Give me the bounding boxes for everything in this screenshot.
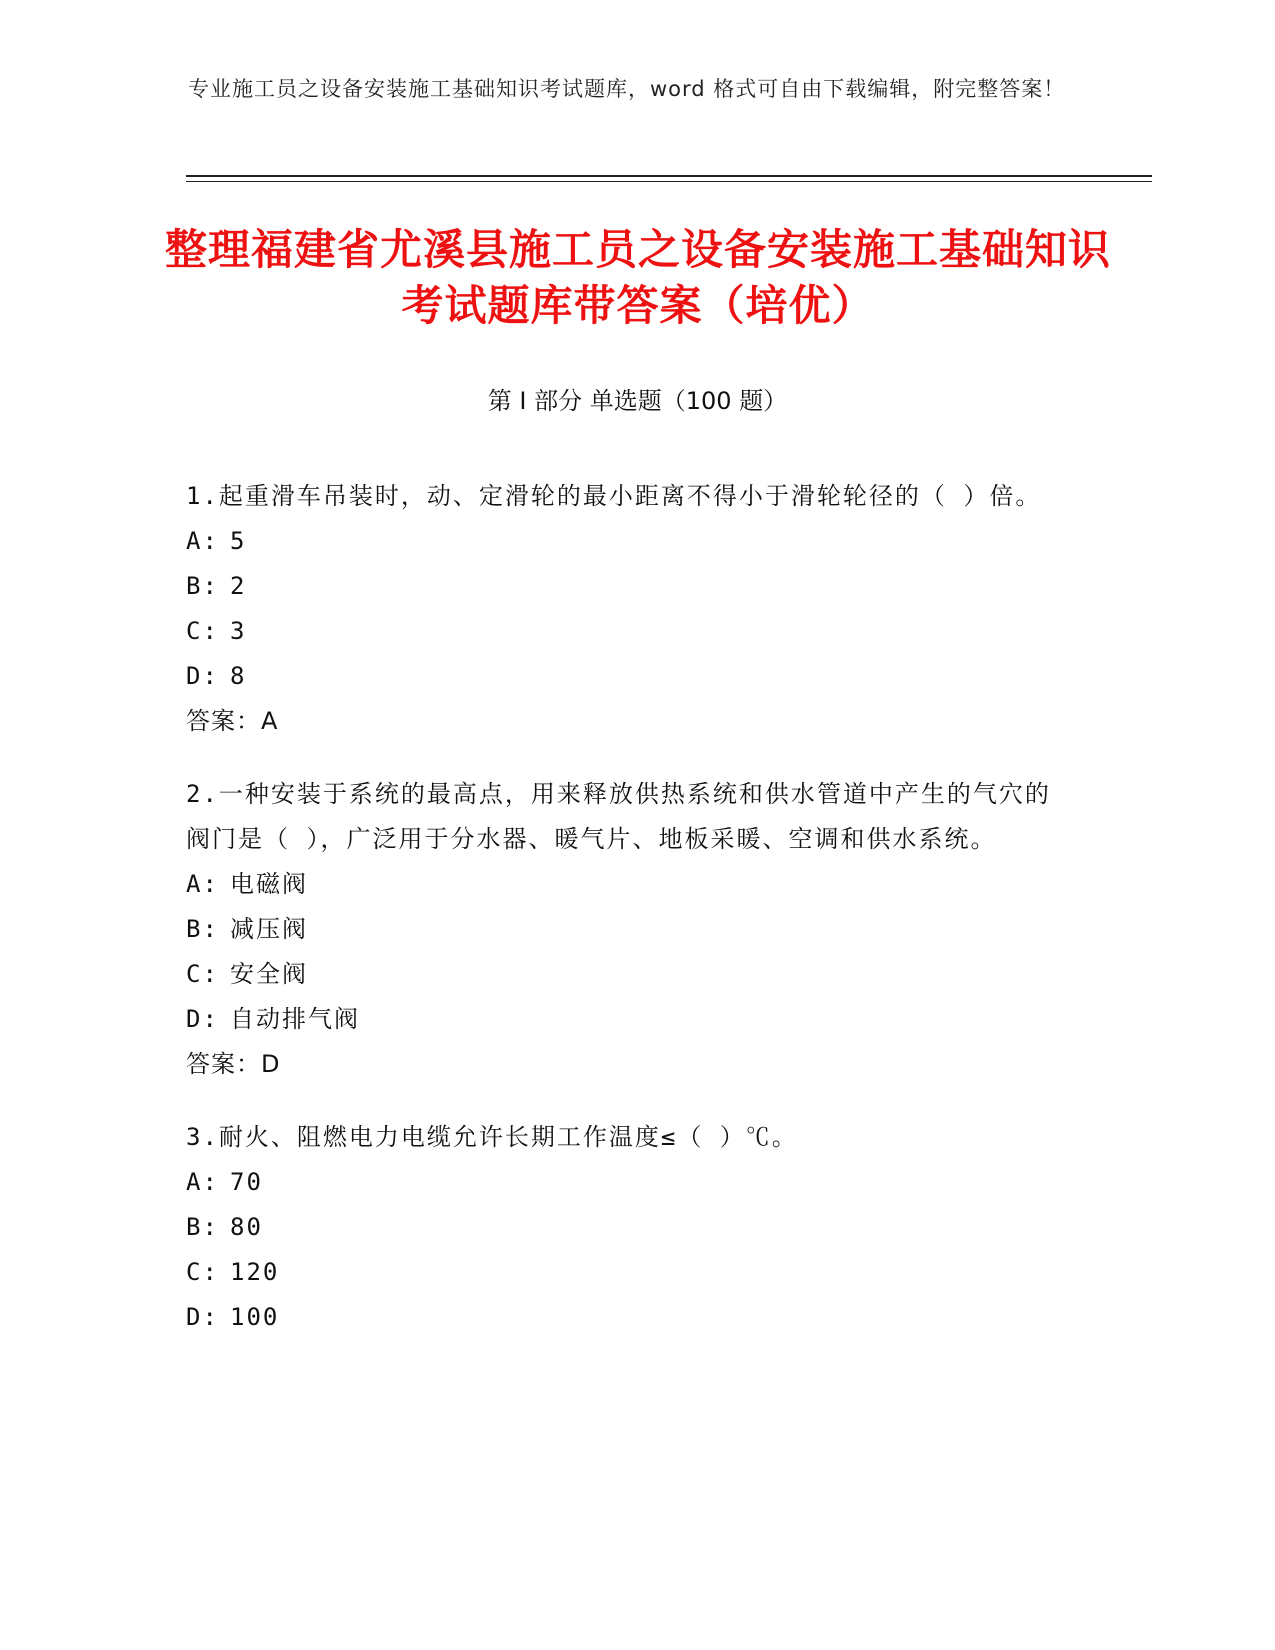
option-value: 减压阀 [230,915,308,943]
option-d [186,654,1076,699]
option-c [186,952,1076,997]
option-value: 自动排气阀 [230,1005,360,1033]
question-1 [186,474,1076,744]
option-label: D: [186,1005,219,1033]
option-a [186,1160,1076,1205]
option-value: 80 [230,1213,263,1241]
option-c [186,1250,1076,1295]
header-note: 专业施工员之设备安装施工基础知识考试题库，word 格式可自由下载编辑，附完整答案！ [188,77,1066,101]
option-label: A: [186,527,219,555]
option-d [186,997,1076,1042]
option-value: 3 [230,617,247,645]
option-label: B: [186,1213,219,1241]
option-b [186,1205,1076,1250]
answer-text: 答案：D [186,1050,281,1078]
question-list [186,474,1076,1368]
header-divider-thin [186,181,1152,182]
header-divider-thick [186,175,1152,177]
option-b [186,907,1076,952]
option-label: A: [186,1168,219,1196]
option-label: C: [186,1258,219,1286]
option-value: 8 [230,662,247,690]
option-a [186,862,1076,907]
option-label: A: [186,870,219,898]
option-label: C: [186,960,219,988]
document-title: 整理福建省尤溪县施工员之设备安装施工基础知识考试题库带答案（培优） [164,225,1111,330]
section-title: 第 I 部分 单选题（100 题） [487,387,788,415]
question-2 [186,772,1076,1087]
question-3 [186,1115,1076,1340]
option-label: B: [186,915,219,943]
option-d [186,1295,1076,1340]
option-c [186,609,1076,654]
question-text: 2.一种安装于系统的最高点，用来释放供热系统和供水管道中产生的气穴的阀门是（ ），广泛用于分水器、暖气片、地板采暖、空调和供水系统。 [186,780,1051,853]
option-label: D: [186,662,219,690]
option-value: 5 [230,527,247,555]
question-text: 3.耐火、阻燃电力电缆允许长期工作温度≤（ ）℃。 [186,1123,798,1151]
option-value: 100 [230,1303,280,1331]
option-label: C: [186,617,219,645]
option-value: 2 [230,572,247,600]
option-value: 电磁阀 [230,870,308,898]
answer-text: 答案：A [186,707,279,735]
option-b [186,564,1076,609]
option-value: 70 [230,1168,263,1196]
question-text: 1.起重滑车吊装时，动、定滑轮的最小距离不得小于滑轮轮径的（ ）倍。 [186,482,1042,510]
option-label: D: [186,1303,219,1331]
option-a [186,519,1076,564]
option-value: 120 [230,1258,280,1286]
option-value: 安全阀 [230,960,308,988]
option-label: B: [186,572,219,600]
